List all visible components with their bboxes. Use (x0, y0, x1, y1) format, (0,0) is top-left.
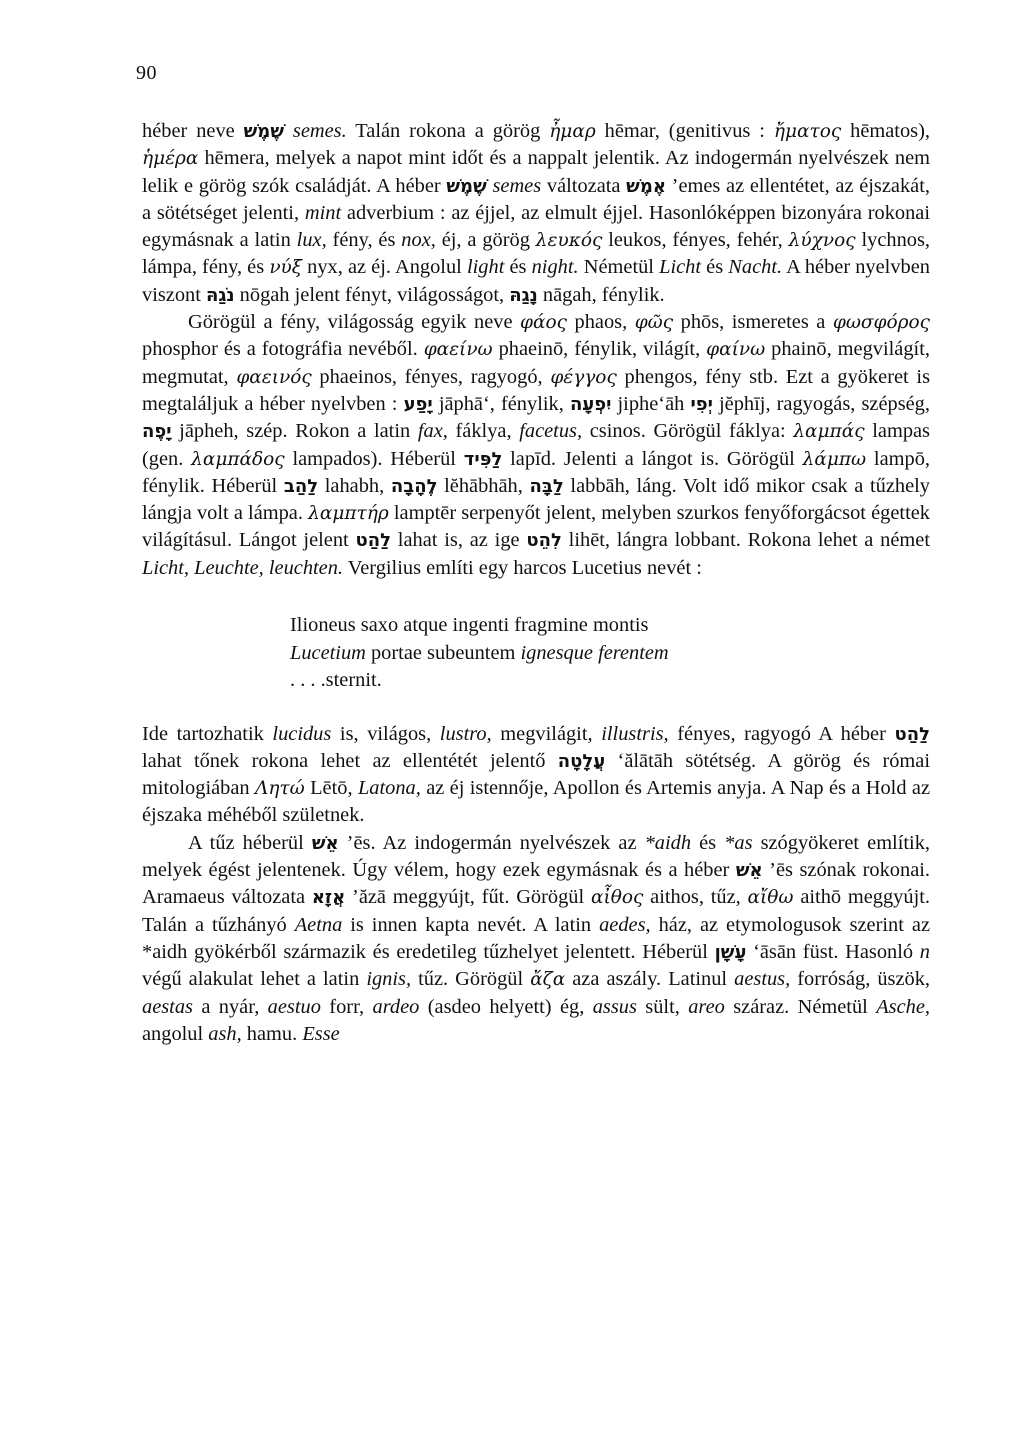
paragraph: A tűz héberül אֵשׁ ’ēs. Az indogermán nyelvészek az *aidh és *as szógyökeret említik, melyek égést jelentenek. Úgy vélem, hogy ezek egymásnak és a héber אֵשׁ ’ēs szónak rokonai. Aramaeus változata אֲזָא ’ăzā meggyújt, fűt. Görögül αἶθος aithos, tűz, αἴθω aithō meggyújt. Talán a tűzhányó Aetna is innen kapta nevét. A latin aedes, ház, az etymologusok szerint az *aidh gyökérből származik és eredetileg tűzhelyet jelentett. Héberül עָשָׁן ‘āsān füst. Hasonló n végű alakulat lehet a latin ignis, tűz. Görögül ἄζα aza aszály. Latinul aestus, forróság, üszök, aestas a nyár, aestuo forr, ardeo (asdeo helyett) ég, assus sült, areo száraz. Németül Asche, angolul ash, hamu. Esse (142, 831, 931, 1045)
paragraph-group-after-verse (142, 721, 930, 1049)
page-body (142, 118, 930, 1048)
verse-line: Ilioneus saxo atque ingenti fragmine montis (290, 614, 649, 637)
paragraph: héber neve שֶׁמֶשׁ semes. Talán rokona a görög ἦμαρ hēmar, (genitivus : ἤματος hēmatos), ἡμέρα hēmera, melyek a napot mint időt és a nappalt jelentik. Az indogermán nyelvészek nem lelik e görög szók családját. A héber שֶׁמֶשׁ semes változata אֶמֶשׁ ’emes az ellentétet, az éjszakát, a sötétséget jelenti, mint adverbium : az éjjel, az elmult éjjel. Hasonlóképpen bizonyára rokonai egymásnak a latin lux, fény, és nox, éj, a görög λευκός leukos, fényes, fehér, λύχνος lychnos, lámpa, fény, és νύξ nyx, az éj. Angolul light és night. Németül Licht és Nacht. A héber nyelvben viszont נֹגַהּ nōgah jelent fényt, világosságot, נָגַהּ nāgah, fénylik. (142, 120, 931, 306)
paragraph: Ide tartozhatik lucidus is, világos, lustro, megvilágit, illustris, fényes, ragyogó A héber לַהַט lahat tőnek rokona lehet az ellentétét jelentő עֲלָטָה ‘ălātāh sötétség. A görög és római mitologiában Λητώ Lētō, Latona, az éj istennője, Apollon és Artemis anyja. A Nap és a Hold az éjszaka méhéből születnek. (142, 722, 931, 827)
paragraph-group-before-verse (142, 118, 930, 582)
page-number: 90 (136, 62, 157, 84)
verse-line: Lucetium portae subeuntem ignesque ferentem (290, 641, 669, 664)
verse-quotation (290, 612, 930, 695)
verse-line: . . . .sternit. (290, 669, 382, 692)
paragraph: Görögül a fény, világosság egyik neve φάος phaos, φῶς phōs, ismeretes a φωσφόρος phosphor és a fotográfia nevéből. φαείνω phaeinō, fénylik, világít, φαίνω phainō, megvilágít, megmutat, φαεινός phaeinos, fényes, ragyogó, φέγγος phengos, fény stb. Ezt a gyökeret is megtaláljuk a héber nyelvben : יָפַע jāphā‘, fénylik, יִפְעָה jiphe‘āh יְפִי jĕphīj, ragyogás, szépség, יָפֶה jāpheh, szép. Rokon a latin fax, fáklya, facetus, csinos. Görögül fáklya: λαμπάς lampas (gen. λαμπάδος lampados). Héberül לַפִּיד lapīd. Jelenti a lángot is. Görögül λάμπω lampō, fénylik. Héberül לַהַב lahabh, לֶהָבָה lĕhābhāh, לַבָּה labbāh, láng. Volt idő mikor csak a tűzhely lángja volt a lámpa. λαμπτήρ lamptēr serpenyőt jelent, melyben szurkos fenyőforgácsot égettek világításul. Lángot jelent לַהַט lahat is, az ige לִהֵט lihēt, lángra lobbant. Rokona lehet a német Licht, Leuchte, leuchten. Vergilius említi egy harcos Lucetius nevét : (142, 311, 931, 579)
